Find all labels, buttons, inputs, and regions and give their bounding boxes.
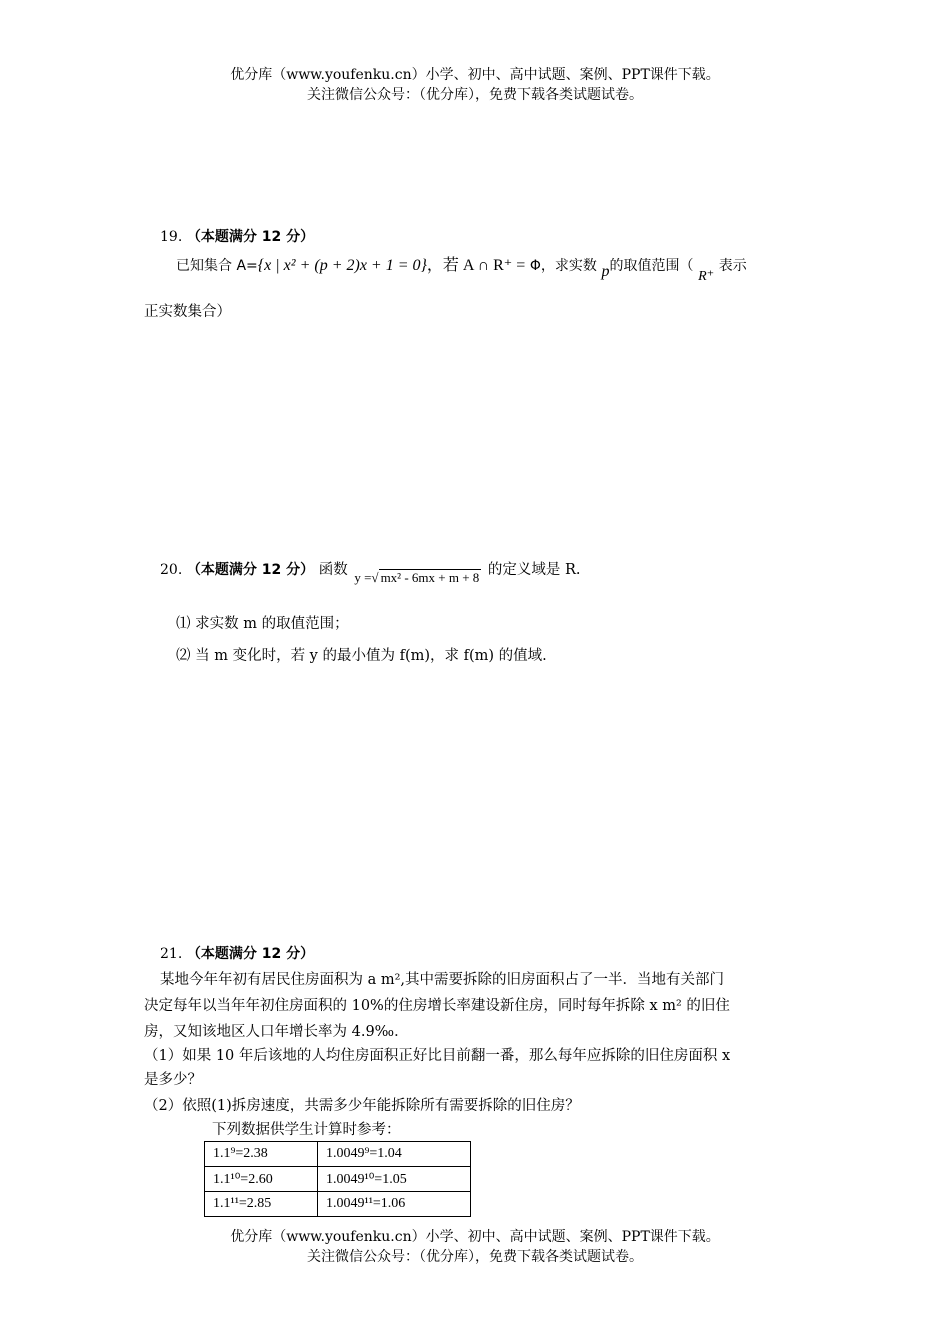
q21-sub-2: （2）依照(1)拆房速度，共需多少年能拆除所有需要拆除的旧住房？	[144, 1098, 580, 1114]
reference-table	[204, 1141, 471, 1217]
question-score: （本题满分 12 分）	[186, 229, 315, 245]
q19-mid: 的取值范围（	[609, 258, 694, 274]
question-19-heading	[160, 225, 314, 249]
q19-tail: 表示	[718, 258, 747, 274]
q19-phi: Φ，求实数	[529, 258, 597, 274]
q21-table-caption: 下列数据供学生计算时参考：	[212, 1122, 401, 1138]
table-row	[205, 1167, 471, 1192]
q21-sub-1b: 是多少？	[144, 1072, 202, 1088]
q20-formula-radicand: mx² - 6mx + m + 8	[380, 570, 480, 585]
table-row	[205, 1142, 471, 1167]
q20-part-2: ⑵ 当 m 变化时，若 y 的最小值为 f(m)，求 f(m) 的值域.	[176, 648, 547, 664]
table-cell: 1.0049¹⁰=1.05	[318, 1167, 471, 1192]
question-score: （本题满分 12 分）	[186, 562, 315, 578]
table-cell: 1.0049⁹=1.04	[318, 1142, 471, 1167]
q20-part-1: ⑴ 求实数 m 的取值范围；	[176, 616, 349, 632]
question-number: 21.	[160, 946, 183, 962]
question-score: （本题满分 12 分）	[186, 946, 315, 962]
question-19-line-2: 正实数集合）	[144, 304, 231, 320]
footer-line-2: 关注微信公众号：（优分库），免费下载各类试题试卷。	[307, 1249, 643, 1265]
table-cell: 1.1¹¹=2.85	[205, 1192, 318, 1217]
q20-formula-y: y =	[354, 570, 372, 585]
q19-rplus: R⁺	[698, 269, 715, 284]
q21-sub-1a: （1）如果 10 年后该地的人均住房面积正好比目前翻一番，那么每年应拆除的旧住房面积 x	[144, 1048, 731, 1064]
question-number: 19.	[160, 229, 183, 245]
q19-var-p: p	[601, 263, 610, 280]
header-line-1: 优分库（www.youfenku.cn）小学、初中、高中试题、案例、PPT课件下载。	[230, 67, 720, 83]
footer-line-1: 优分库（www.youfenku.cn）小学、初中、高中试题、案例、PPT课件下载。	[230, 1229, 720, 1245]
table-cell: 1.1¹⁰=2.60	[205, 1167, 318, 1192]
question-19-statement	[176, 254, 747, 284]
q20-domain-text: 的定义域是 R.	[487, 562, 581, 578]
q19-prefix: 已知集合 A=	[176, 258, 258, 274]
q19-set-expression: {x | x² + (p + 2)x + 1 = 0}	[257, 257, 427, 274]
q19-condition: ，若 A ∩ R⁺ =	[426, 257, 526, 274]
question-20-heading	[160, 558, 581, 585]
q20-func-label: 函数	[318, 562, 348, 578]
header-line-2: 关注微信公众号：（优分库），免费下载各类试题试卷。	[307, 87, 643, 103]
question-number: 20.	[160, 562, 183, 578]
table-cell: 1.0049¹¹=1.06	[318, 1192, 471, 1217]
q21-para-1: 某地今年年初有居民住房面积为 a m²,其中需要拆除的旧房面积占了一半．当地有关部门	[160, 972, 725, 988]
question-21-heading	[160, 942, 314, 966]
table-row	[205, 1192, 471, 1217]
q21-para-3: 房，又知该地区人口年增长率为 4.9‰．	[144, 1024, 409, 1040]
q21-para-2: 决定每年以当年年初住房面积的 10%的住房增长率建设新住房，同时每年拆除 x m² 的旧住	[144, 998, 730, 1014]
q20-formula: y =√ mx² - 6mx + m + 8	[354, 570, 480, 585]
table-cell: 1.1⁹=2.38	[205, 1142, 318, 1167]
